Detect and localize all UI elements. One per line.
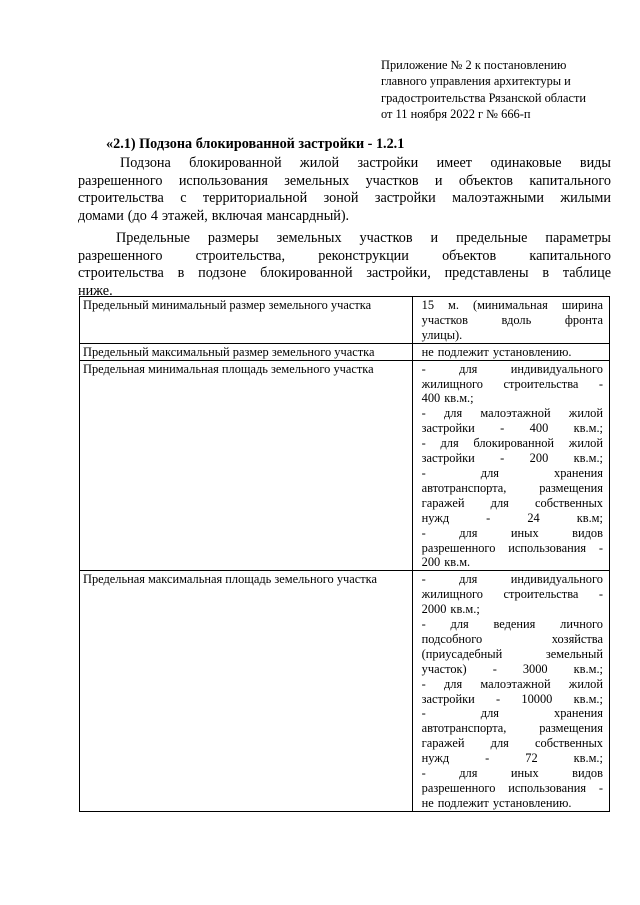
parameter-value xyxy=(412,360,609,571)
value-line: разрешенного использования - xyxy=(421,540,603,555)
value-line: 200 кв.м. xyxy=(421,555,471,570)
paragraph-line: строительства с территориальной зоной застройки малоэтажными жилыми xyxy=(78,190,611,207)
appendix-line: от 11 ноября 2022 г № 666-п xyxy=(381,107,531,122)
parameter-label: Предельная максимальная площадь земельного участка xyxy=(80,571,413,812)
paragraph-line: Подзона блокированной жилой застройки имеет одинаковые виды xyxy=(120,155,611,171)
section-title: «2.1) Подзона блокированной застройки - 1.2.1 xyxy=(106,136,405,152)
value-line: 2000 кв.м.; xyxy=(421,602,480,617)
appendix-line: главного управления архитектуры и xyxy=(381,74,571,89)
value-line: участков вдоль фронта xyxy=(421,312,603,327)
value-line: подсобного хозяйства xyxy=(421,631,603,646)
value-line: - для иных видов xyxy=(421,766,603,781)
parameter-value xyxy=(412,571,609,812)
parameter-label: Предельный максимальный размер земельного участка xyxy=(80,343,413,360)
value-line: нужд - 24 кв.м; xyxy=(421,510,603,525)
value-line: автотранспорта, размещения xyxy=(421,480,603,495)
value-line: застройки - 200 кв.м.; xyxy=(421,451,603,466)
value-line: - для малоэтажной жилой xyxy=(421,676,603,691)
paragraph-line: ниже. xyxy=(78,282,113,299)
table-row xyxy=(80,360,610,571)
value-line: автотранспорта, размещения xyxy=(421,721,603,736)
value-line: гаражей для собственных xyxy=(421,495,603,510)
value-line: - для хранения xyxy=(421,465,603,480)
table-row xyxy=(80,297,610,344)
value-line: жилищного строительства - xyxy=(421,587,603,602)
paragraph-line: разрешенного использования земельных участков и объектов капитального xyxy=(78,172,611,189)
value-line: (приусадебный земельный xyxy=(421,646,603,661)
value-line: не подлежит установлению. xyxy=(421,344,572,359)
value-line: - для малоэтажной жилой xyxy=(421,406,603,421)
value-line: нужд - 72 кв.м.; xyxy=(421,751,603,766)
value-line: - для блокированной жилой xyxy=(421,436,603,451)
value-line: 15 м. (минимальная ширина xyxy=(421,298,603,312)
table-row xyxy=(80,343,610,360)
parameter-value xyxy=(412,297,609,344)
value-line: разрешенного использования - xyxy=(421,781,603,795)
value-line: - для индивидуального xyxy=(421,572,603,587)
value-line: участок) - 3000 кв.м.; xyxy=(421,661,603,676)
paragraph-line: строительства в подзоне блокированной застройки, представлены в таблице xyxy=(78,265,611,282)
appendix-line: Приложение № 2 к постановлению xyxy=(381,58,567,72)
value-line: жилищного строительства - xyxy=(421,376,603,391)
parameter-value xyxy=(412,343,609,360)
parameters-table xyxy=(79,296,610,812)
paragraph-2 xyxy=(78,230,611,300)
value-line: улицы). xyxy=(421,327,463,342)
paragraph-1 xyxy=(78,155,611,225)
value-line: гаражей для собственных xyxy=(421,736,603,751)
paragraph-line: разрешенного строительства, реконструкции объектов капитального xyxy=(78,247,611,264)
parameter-label: Предельный минимальный размер земельного участка xyxy=(80,297,413,344)
paragraph-line: домами (до 4 этажей, включая мансардный). xyxy=(78,207,350,224)
paragraph-line: Предельные размеры земельных участков и предельные параметры xyxy=(116,230,611,246)
value-line: застройки - 400 кв.м.; xyxy=(421,421,603,436)
parameter-label: Предельная минимальная площадь земельного участка xyxy=(80,360,413,571)
value-line: - для хранения xyxy=(421,706,603,721)
value-line: - для индивидуального xyxy=(421,361,603,376)
value-line: не подлежит установлению. xyxy=(421,795,572,810)
value-line: застройки - 10000 кв.м.; xyxy=(421,691,603,706)
value-line: - для ведения личного xyxy=(421,617,603,632)
appendix-header xyxy=(381,57,611,123)
appendix-line: градостроительства Рязанской области xyxy=(381,90,586,105)
table-row xyxy=(80,571,610,812)
value-line: - для иных видов xyxy=(421,525,603,540)
value-line: 400 кв.м.; xyxy=(421,391,474,406)
